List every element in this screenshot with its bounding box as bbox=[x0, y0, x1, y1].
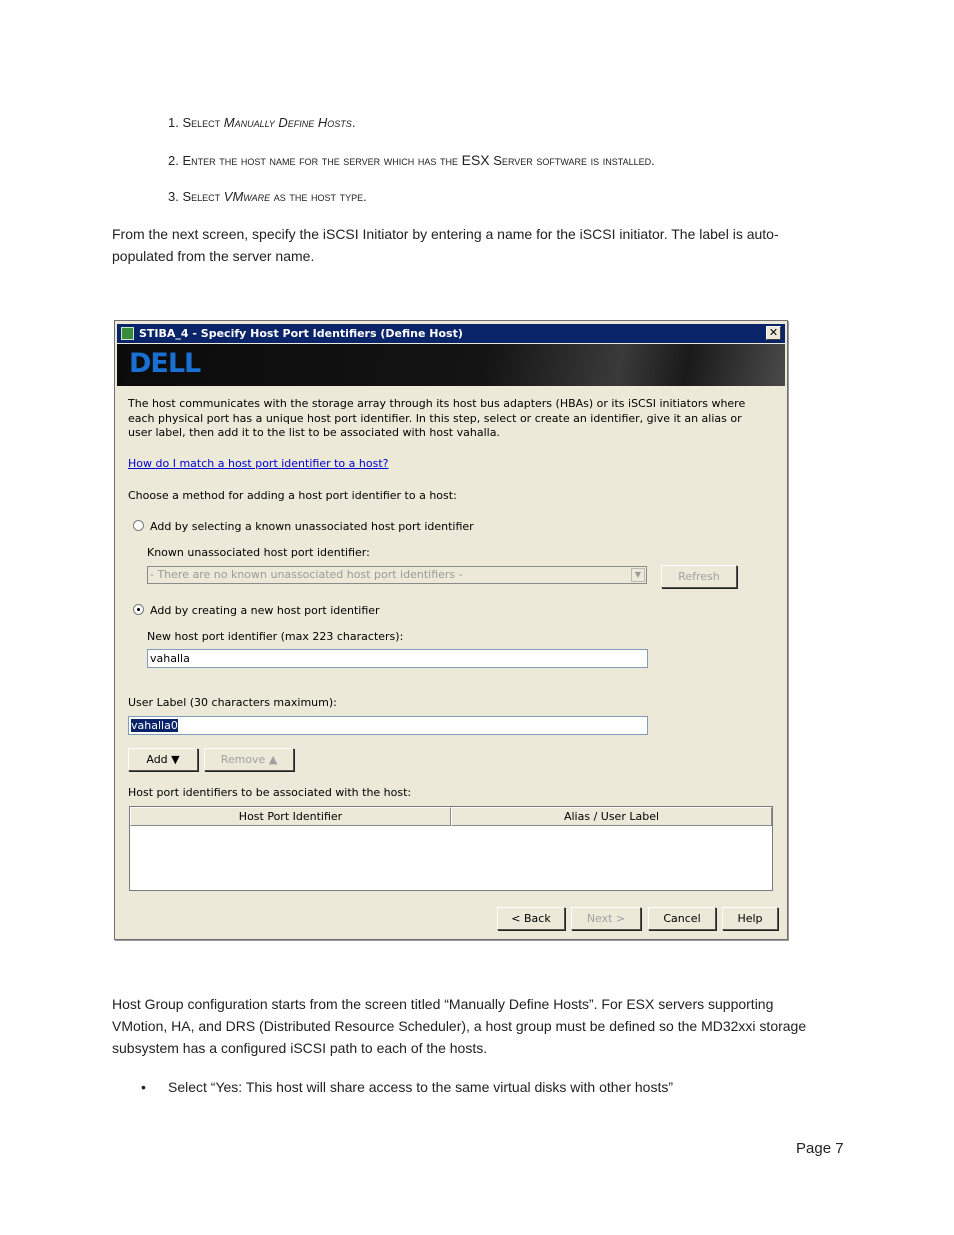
associated-identifiers-table[interactable] bbox=[129, 806, 773, 891]
help-match-link[interactable]: How do I match a host port identifier to a host? bbox=[128, 457, 389, 470]
associated-identifiers-label: Host port identifiers to be associated with the host: bbox=[128, 786, 412, 799]
user-label-label: User Label (30 characters maximum): bbox=[128, 696, 337, 709]
step-2: 2. Enter the host name for the server which has the ESX Server software is installed. bbox=[168, 152, 655, 168]
host-group-paragraph: Host Group configuration starts from the screen titled “Manually Define Hosts”. For ESX servers supporting VMotion, HA, and DRS (Distributed Resource Scheduler), a host group must be defined so the MD32xxi storage subsystem has a configured iSCSI path to each of the hosts. bbox=[112, 996, 807, 1056]
known-identifier-label: Known unassociated host port identifier: bbox=[147, 546, 370, 559]
dialog-title: STIBA_4 - Specify Host Port Identifiers (Define Host) bbox=[139, 327, 463, 340]
user-label-input[interactable] bbox=[128, 716, 648, 735]
page-number: Page 7 bbox=[796, 1140, 844, 1157]
new-identifier-input[interactable]: vahalla bbox=[147, 649, 648, 668]
choose-method-label: Choose a method for adding a host port identifier to a host: bbox=[128, 489, 457, 502]
radio-known-identifier[interactable] bbox=[133, 520, 144, 531]
column-header-alias[interactable]: Alias / User Label bbox=[451, 807, 772, 826]
close-button[interactable]: ✕ bbox=[766, 326, 781, 340]
refresh-button[interactable]: Refresh bbox=[661, 565, 737, 588]
dialog-description: The host communicates with the storage array through its host bus adapters (HBAs) or its iSCSI initiators where each physical port has a unique host port identifier. In this step, select or create an identifier, give it an alias or user label, then add it to the list to be associated with host vahalla. bbox=[128, 397, 746, 439]
next-button[interactable]: Next > bbox=[571, 907, 641, 930]
intro-paragraph: From the next screen, specify the iSCSI Initiator by entering a name for the iSCSI initiator. The label is auto-populated from the server name. bbox=[112, 226, 779, 264]
radio-new-identifier[interactable] bbox=[133, 604, 144, 615]
define-host-dialog bbox=[114, 320, 788, 940]
back-button[interactable]: < Back bbox=[497, 907, 565, 930]
user-label-selected-text: vahalla0 bbox=[131, 719, 178, 732]
step-1: 1. Select Manually Define Hosts. bbox=[168, 115, 356, 130]
dialog-title-bar[interactable] bbox=[117, 324, 785, 343]
bullet-icon: • bbox=[141, 1079, 146, 1095]
help-button[interactable]: Help bbox=[722, 907, 778, 930]
option-new-label: Add by creating a new host port identifier bbox=[150, 604, 380, 617]
add-button[interactable]: Add ▼ bbox=[128, 748, 198, 771]
app-icon bbox=[121, 327, 134, 340]
new-identifier-label: New host port identifier (max 223 characters): bbox=[147, 630, 404, 643]
bullet-item: Select “Yes: This host will share access to the same virtual disks with other hosts” bbox=[168, 1079, 673, 1095]
option-known-label: Add by selecting a known unassociated host port identifier bbox=[150, 520, 474, 533]
chevron-down-icon[interactable]: ▼ bbox=[631, 568, 645, 582]
remove-button[interactable]: Remove ▲ bbox=[204, 748, 294, 771]
column-header-identifier[interactable]: Host Port Identifier bbox=[130, 807, 451, 826]
step-3: 3. Select VMware as the host type. bbox=[168, 189, 367, 204]
dell-logo: DELL bbox=[129, 348, 201, 379]
dell-banner bbox=[117, 344, 785, 386]
cancel-button[interactable]: Cancel bbox=[648, 907, 716, 930]
known-identifier-combo[interactable]: - There are no known unassociated host port identifiers - ▼ bbox=[147, 566, 647, 584]
